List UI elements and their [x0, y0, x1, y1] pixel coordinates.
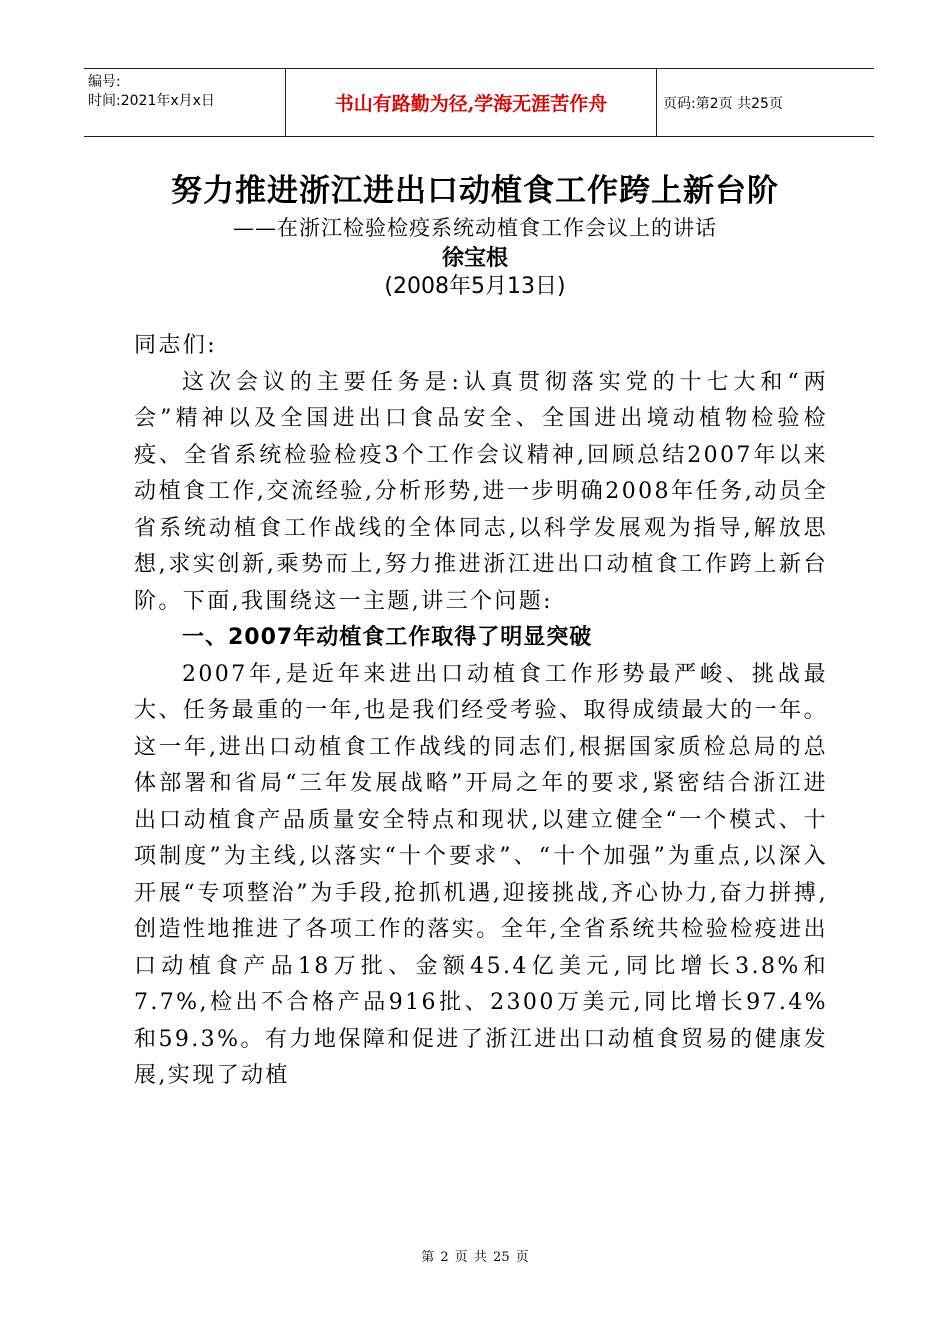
salutation: 同志们: — [134, 333, 218, 358]
document-time-label: 时间:2021年x月x日 — [88, 93, 215, 109]
paragraph: 2007年,是近年来进出口动植食工作形势最严峻、挑战最大、任务最重的一年,也是我们经受考验、取得成绩最大的一年。这一年,进出口动植食工作战线的同志们,根据国家质检总局的总体部署和省局“三年发展战略”开局之年的要求,紧密结合浙江进出口动植食产品质量安全特点和现状,以建立健全“一个模式、十项制度”为主线,以落实“十个要求”、“十个加强”为重点,以深入开展“专项整治”为手段,抢抓机遇,迎接挑战,齐心协力,奋力拼搏,创造性地推进了各项工作的落实。全年,全省系统共检验检疫进出口动植食产品18万批、金额45.4亿美元,同比增长3.8%和7.7%,检出不合格产品916批、2300万美元,同比增长97.4%和59.3%。有力地保障和促进了浙江进出口动植食贸易的健康发展,实现了动植 — [134, 661, 828, 1088]
document-author: 徐宝根 — [441, 246, 508, 271]
header-motto: 书山有路勤为径,学海无涯苦作舟 — [286, 69, 657, 136]
header-page-number: 页码:第2页 共25页 — [663, 95, 783, 112]
page-footer: 第 2 页 共 25 页 — [421, 1250, 529, 1265]
page-header — [84, 68, 874, 137]
paragraph: 这次会议的主要任务是:认真贯彻落实党的十七大和“两会”精神以及全国进出口食品安全、全国进出境动植物检验检疫、全省系统检验检疫3个工作会议精神,回顾总结2007年以来动植食工作,交流经验,分析形势,进一步明确2008年任务,动员全省系统动植食工作战线的全体同志,以科学发展观为指导,解放思想,求实创新,乘势而上,努力推进浙江进出口动植食工作跨上新台阶。下面,我围绕这一主题,讲三个问题: — [134, 369, 828, 614]
document-date: (2008年5月13日) — [384, 274, 566, 299]
document-body — [134, 328, 828, 1095]
section-heading: 一、2007年动植食工作取得了明显突破 — [182, 625, 593, 650]
header-meta — [84, 69, 286, 136]
document-subtitle: ——在浙江检验检疫系统动植食工作会议上的讲话 — [233, 216, 717, 240]
document-number-label: 编号: — [88, 74, 121, 90]
document-title: 努力推进浙江进出口动植食工作跨上新台阶 — [171, 173, 779, 209]
